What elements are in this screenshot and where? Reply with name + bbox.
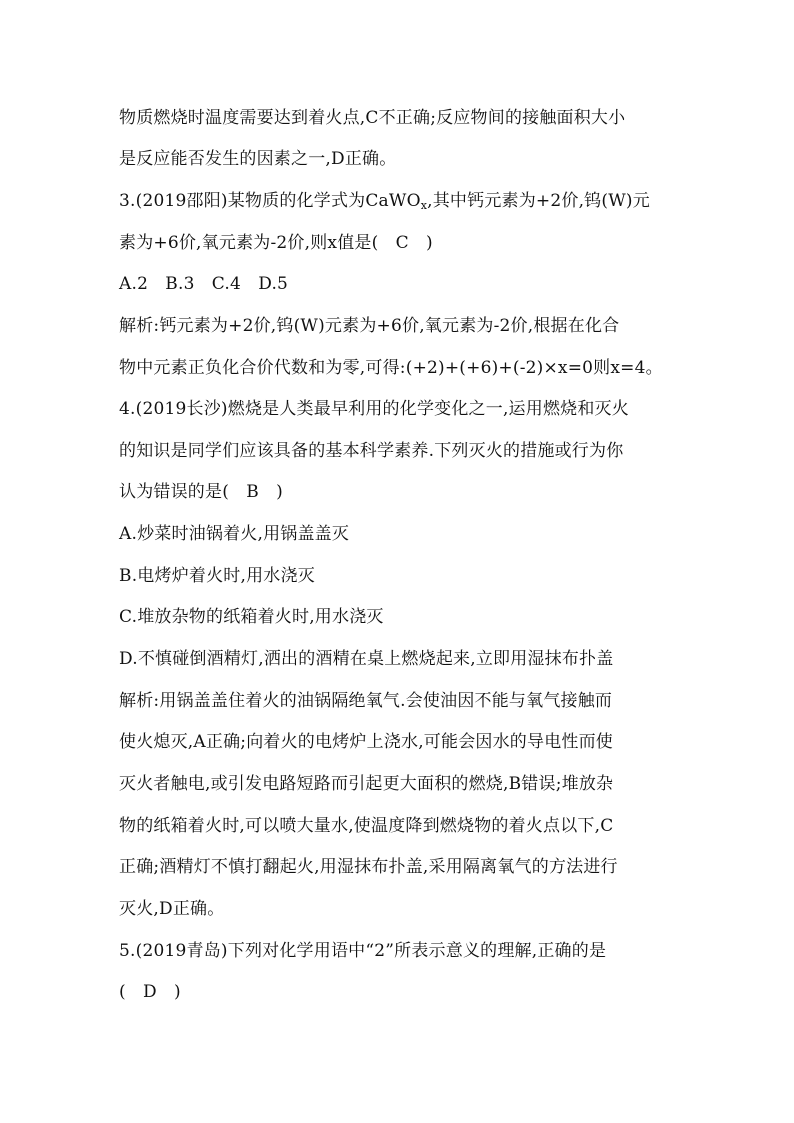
question-5-line: 5.(2019青岛)下列对化学用语中“2”所表示意义的理解,正确的是 — [119, 941, 607, 961]
text-line: 灭火者触电,或引发电路短路而引起更大面积的燃烧,B错误;堆放杂 — [119, 774, 614, 794]
formula-subscript: x — [420, 199, 428, 212]
option-a: A.炒菜时油锅着火,用锅盖盖灭 — [119, 524, 350, 544]
text-line: 认为错误的是( B ) — [119, 482, 283, 502]
question-3-text: 3.(2019邵阳)某物质的化学式为CaWO — [119, 191, 421, 211]
question-4-line: 4.(2019长沙)燃烧是人类最早利用的化学变化之一,运用燃烧和灭火 — [119, 399, 629, 419]
text-line: 灭火,D正确。 — [119, 899, 225, 919]
text-line: 是反应能否发生的因素之一,D正确。 — [119, 149, 397, 169]
question-3-text-continued: ,其中钙元素为+2价,钨(W)元 — [427, 191, 650, 211]
text-line: 物中元素正负化合价代数和为零,可得:(+2)+(+6)+(-2)×x=0则x=4。 — [119, 358, 663, 378]
text-line: 物的纸箱着火时,可以喷大量水,使温度降到燃烧物的着火点以下,C — [119, 816, 614, 836]
text-line: ( D ) — [119, 982, 181, 1002]
text-line: 正确;酒精灯不慎打翻起火,用湿抹布扑盖,采用隔离氧气的方法进行 — [119, 857, 618, 877]
analysis-line: 解析:钙元素为+2价,钨(W)元素为+6价,氧元素为-2价,根据在化合 — [119, 316, 620, 336]
text-line: 物质燃烧时温度需要达到着火点,C不正确;反应物间的接触面积大小 — [119, 108, 626, 128]
question-3-line — [119, 190, 650, 212]
text-line: 的知识是同学们应该具备的基本科学素养.下列灭火的措施或行为你 — [119, 441, 624, 461]
option-c: C.堆放杂物的纸箱着火时,用水浇灭 — [119, 607, 384, 627]
analysis-line: 解析:用锅盖盖住着火的油锅隔绝氧气.会使油因不能与氧气接触而 — [119, 691, 613, 711]
answer-options: A.2 B.3 C.4 D.5 — [119, 274, 289, 294]
option-b: B.电烤炉着火时,用水浇灭 — [119, 566, 315, 586]
text-line: 素为+6价,氧元素为-2价,则x值是( C ) — [119, 233, 433, 253]
text-line: 使火熄灭,A正确;向着火的电烤炉上浇水,可能会因水的导电性而使 — [119, 732, 614, 752]
option-d: D.不慎碰倒酒精灯,洒出的酒精在桌上燃烧起来,立即用湿抹布扑盖 — [119, 649, 614, 669]
